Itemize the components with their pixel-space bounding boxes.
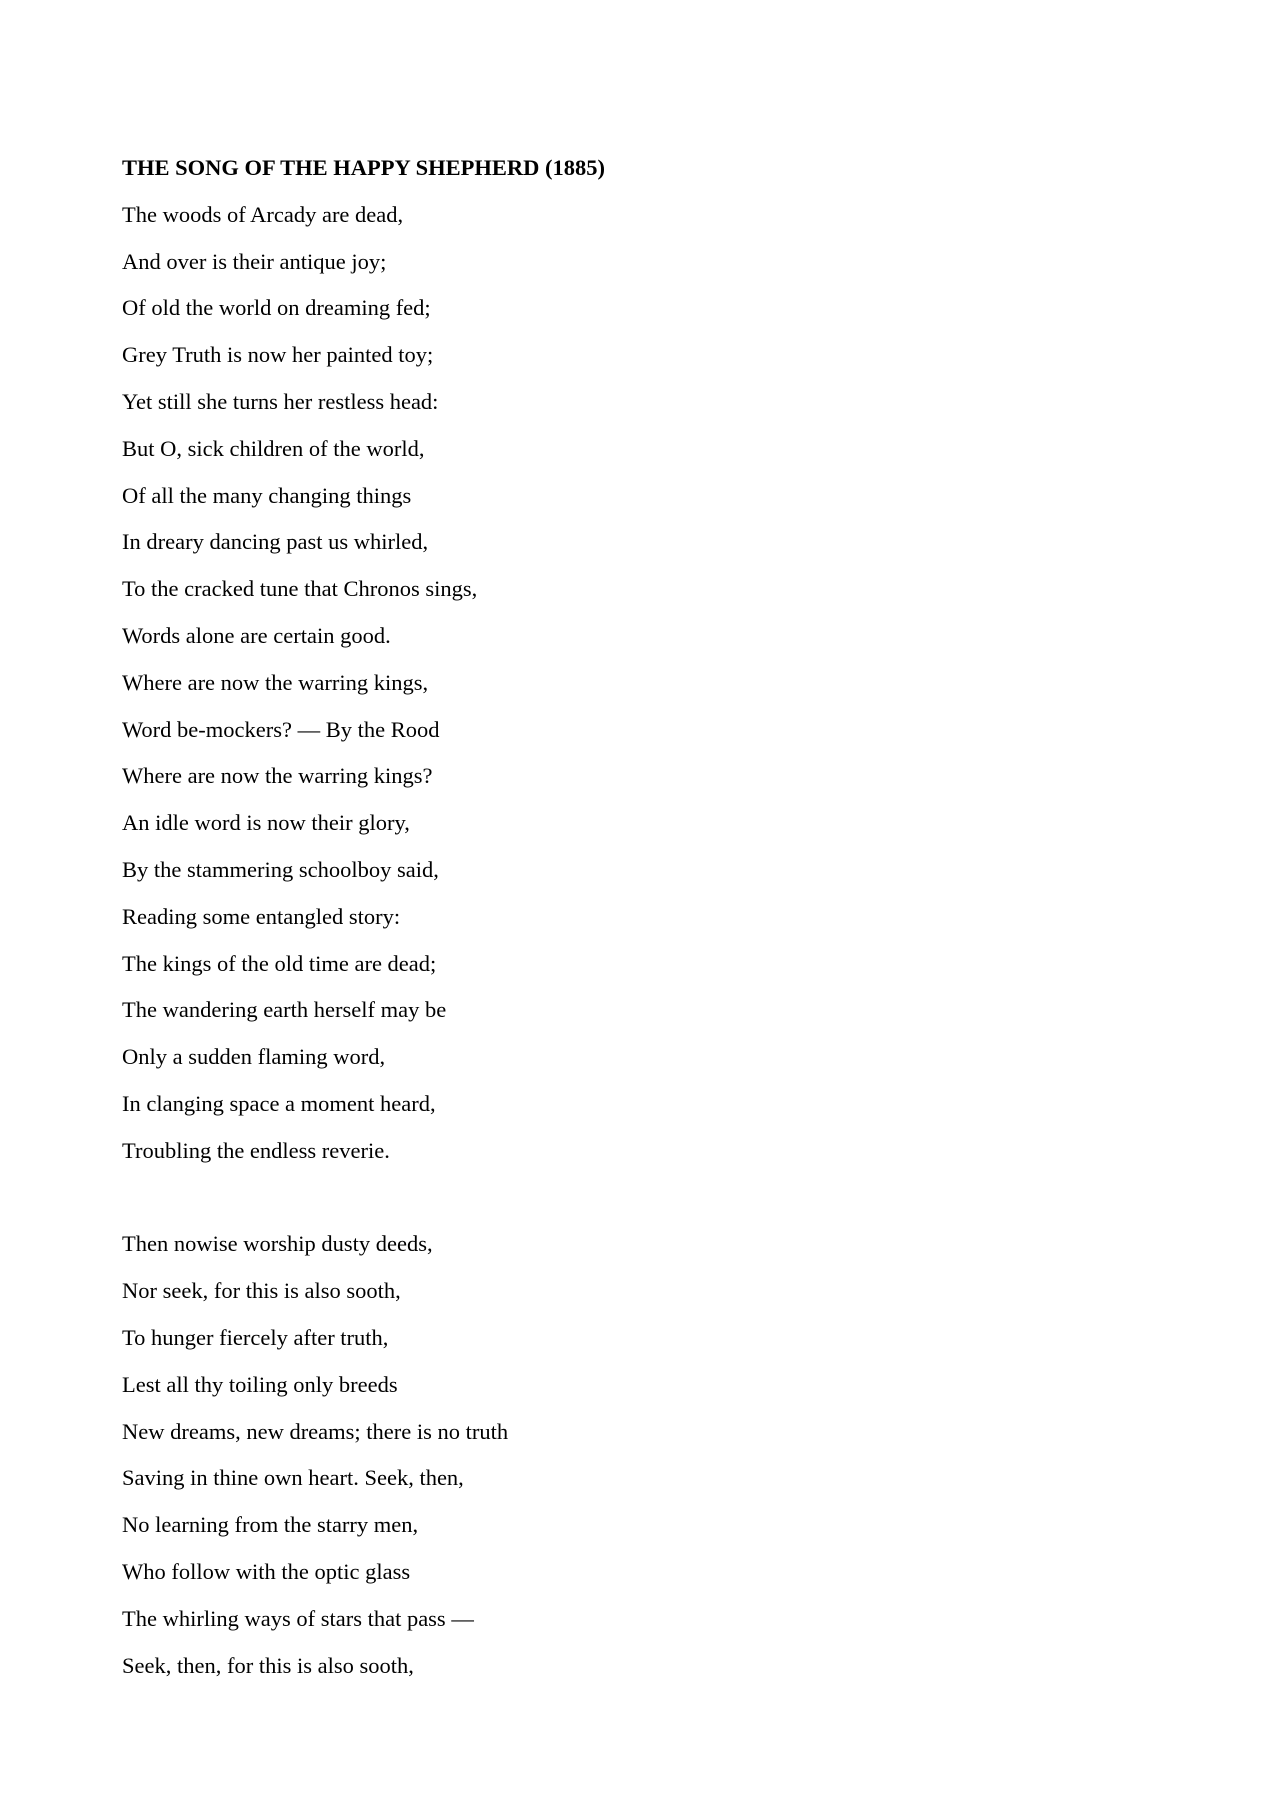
poem-line: Of old the world on dreaming fed; bbox=[122, 295, 431, 321]
poem-line: Saving in thine own heart. Seek, then, bbox=[122, 1465, 464, 1491]
poem-line: Seek, then, for this is also sooth, bbox=[122, 1652, 414, 1678]
stanza-break bbox=[122, 1175, 1162, 1222]
stanza-2 bbox=[122, 1221, 1162, 1689]
poem-line: In clanging space a moment heard, bbox=[122, 1090, 436, 1116]
poem-line: Only a sudden flaming word, bbox=[122, 1044, 386, 1070]
poem-line: By the stammering schoolboy said, bbox=[122, 856, 439, 882]
poem-line: Who follow with the optic glass bbox=[122, 1558, 411, 1584]
poem-line: The whirling ways of stars that pass — bbox=[122, 1605, 474, 1631]
poem-line: Words alone are certain good. bbox=[122, 622, 391, 648]
poem-line: And over is their antique joy; bbox=[122, 248, 387, 274]
poem-line: In dreary dancing past us whirled, bbox=[122, 529, 429, 555]
poem-line: No learning from the starry men, bbox=[122, 1512, 419, 1538]
poem-line: Where are now the warring kings, bbox=[122, 669, 429, 695]
poem-line: Where are now the warring kings? bbox=[122, 763, 433, 789]
poem-line: Of all the many changing things bbox=[122, 482, 412, 508]
poem-line: Yet still she turns her restless head: bbox=[122, 388, 439, 414]
poem-line: Word be-mockers? — By the Rood bbox=[122, 716, 440, 742]
poem-text bbox=[122, 145, 1162, 1689]
poem-line: But O, sick children of the world, bbox=[122, 435, 425, 461]
poem-line: Nor seek, for this is also sooth, bbox=[122, 1278, 401, 1304]
poem-line: Then nowise worship dusty deeds, bbox=[122, 1231, 433, 1257]
poem-line: The kings of the old time are dead; bbox=[122, 950, 437, 976]
stanza-1 bbox=[122, 192, 1162, 1175]
poem-line: Lest all thy toiling only breeds bbox=[122, 1371, 398, 1397]
poem-line: New dreams, new dreams; there is no truth bbox=[122, 1418, 509, 1444]
poem-line: To hunger fiercely after truth, bbox=[122, 1324, 389, 1350]
poem-line: The woods of Arcady are dead, bbox=[122, 201, 404, 227]
poem-line: An idle word is now their glory, bbox=[122, 810, 410, 836]
poem-line: Troubling the endless reverie. bbox=[122, 1137, 390, 1163]
poem-line: Grey Truth is now her painted toy; bbox=[122, 342, 434, 368]
poem-line: The wandering earth herself may be bbox=[122, 997, 447, 1023]
poem-title: THE SONG OF THE HAPPY SHEPHERD (1885) bbox=[122, 155, 605, 180]
poem-line: Reading some entangled story: bbox=[122, 903, 401, 929]
poem-line: To the cracked tune that Chronos sings, bbox=[122, 576, 478, 602]
